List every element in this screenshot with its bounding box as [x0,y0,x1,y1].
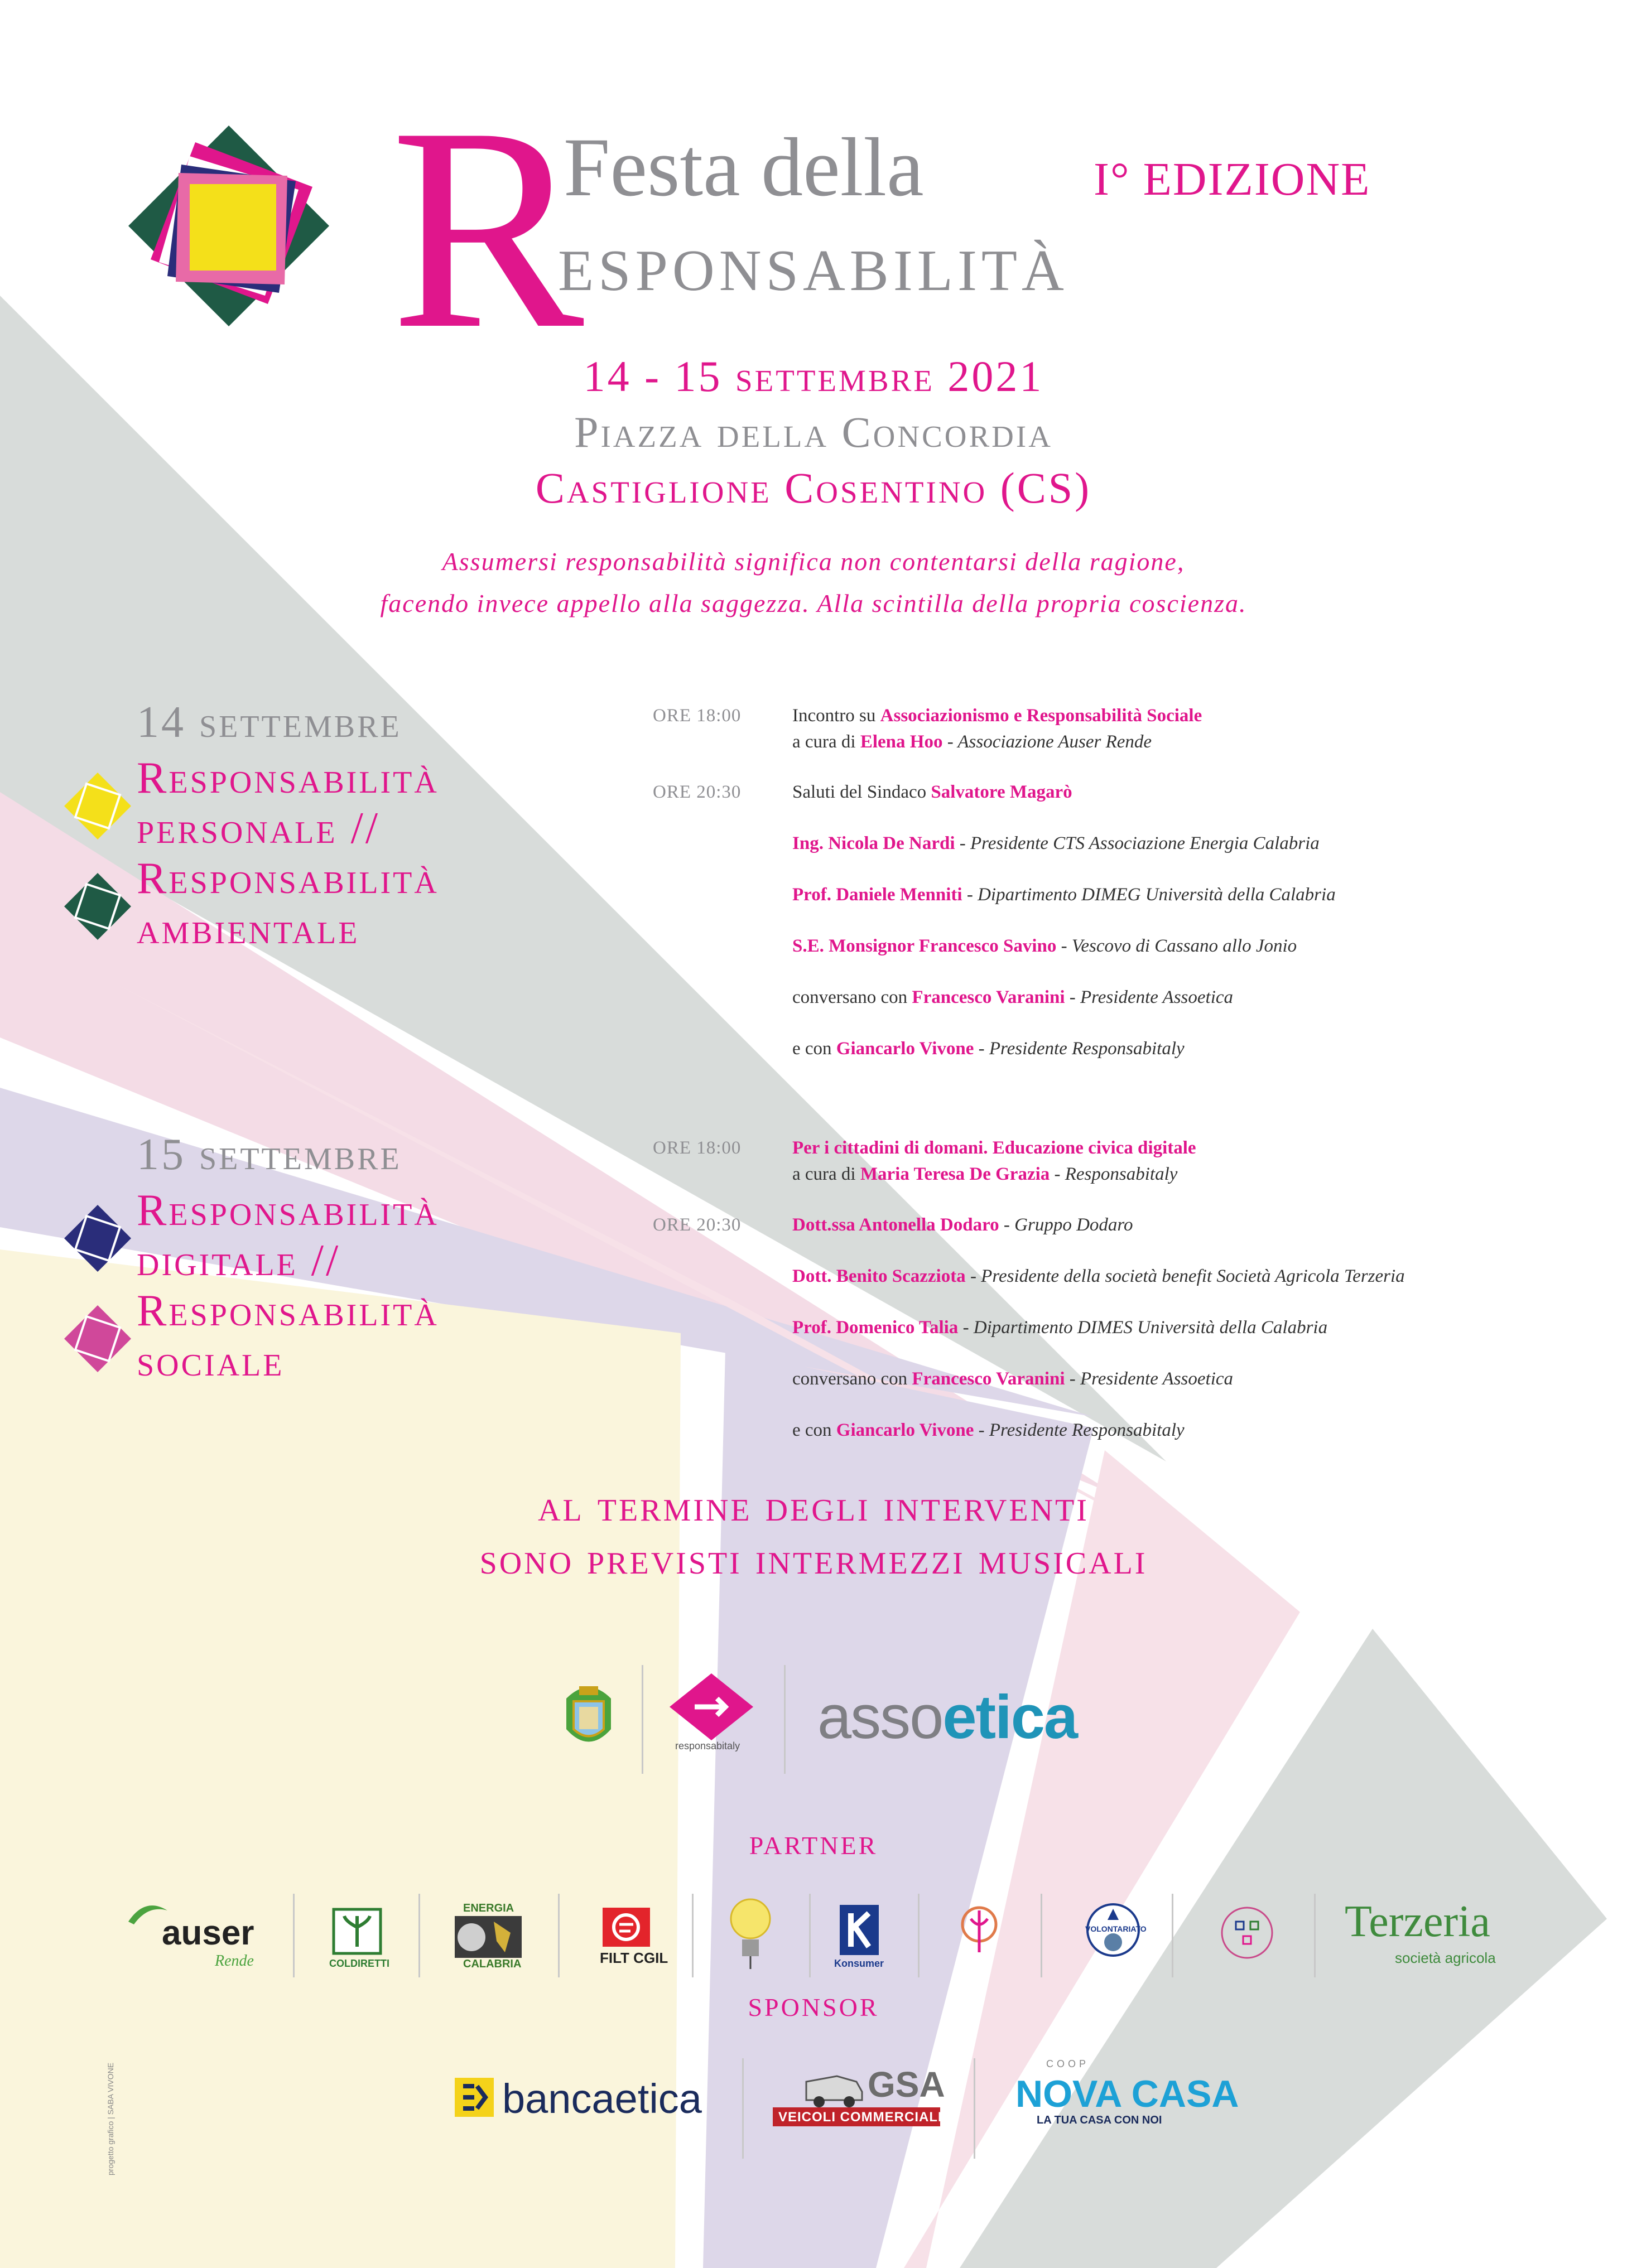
gsa-logo: GSA [868,2064,945,2105]
day2-theme-2: digitale // [137,1236,341,1285]
green-square-icon [64,873,131,940]
partner-divider-5 [809,1894,811,1977]
comune-crest-icon [558,1676,619,1754]
novacasa-logo: NOVA CASA [1015,2073,1239,2115]
responsabitaly-logo-icon [670,1673,753,1740]
konsumer-logo-icon [840,1905,879,1955]
day1-converse-1: conversano con Francesco Varanini - Presidente Assoetica [792,987,1234,1007]
coldiretti-label: COLDIRETTI [329,1958,389,1969]
day1-theme-2: personale // [137,804,381,853]
day2-theme-1: Responsabilità [137,1186,439,1235]
responsabitaly-label: responsabitaly [675,1740,740,1751]
bancaetica-logo: bancaetica [502,2076,702,2122]
day2-date: 15 settembre [137,1130,402,1179]
day2-speaker-3: Prof. Domenico Talia - Dipartimento DIMES Università della Calabria [792,1318,1328,1338]
day1-theme-4: ambientale [137,904,360,953]
day2-time-2: ORE 20:30 [653,1215,742,1235]
day1-event-1: Incontro su Associazionismo e Responsabilità Sociale [792,706,1202,726]
lightbulb-icon [728,1894,773,1972]
van-icon [803,2069,865,2108]
volontariato-label: VOLONTARIATO [1085,1924,1147,1933]
day1-theme-3: Responsabilità [137,854,439,903]
filt-cgil-label: FILT CGIL [600,1949,668,1966]
gsa-subtitle: VEICOLI COMMERCIALI [778,2110,942,2125]
konsumer-label: Konsumer [834,1958,884,1969]
magenta-square-icon [64,1305,131,1372]
day2-event-1: Per i cittadini di domani. Educazione civica digitale [792,1138,1196,1158]
sponsor-divider-2 [974,2058,975,2159]
day1-event-1-by: a cura di Elena Hoo - Associazione Auser Rende [792,732,1152,752]
assoetica-logo: assoetica [817,1683,1077,1751]
day1-greeting: Saluti del Sindaco Salvatore Magarò [792,782,1072,802]
partner-divider-7 [1041,1894,1042,1977]
title-initial: R [391,68,584,389]
terzeria-subtitle: società agricola [1395,1949,1496,1966]
day1-speaker-3: S.E. Monsignor Francesco Savino - Vescovo di Cassano allo Jonio [792,936,1297,956]
edition-label: I° EDIZIONE [1094,153,1371,205]
auser-logo: auser [162,1914,254,1952]
day2-converse-2: e con Giancarlo Vivone - Presidente Responsabitaly [792,1420,1185,1440]
title-line-2: esponsabilità [558,216,1068,308]
day1-theme-1: Responsabilità [137,754,439,803]
day2-event-1-by: a cura di Maria Teresa De Grazia - Responsabitaly [792,1164,1178,1184]
day2-time-1: ORE 18:00 [653,1138,742,1158]
energia-calabria-logo-icon [455,1916,522,1958]
day2-theme-4: sociale [137,1336,285,1386]
partner-divider-6 [918,1894,920,1977]
filt-cgil-logo-icon [603,1908,650,1947]
navy-square-icon [64,1205,131,1272]
nested-squares-logo [128,126,329,326]
auser-location: Rende [215,1952,254,1970]
yellow-square-icon [64,773,131,839]
network-houses-logo-icon [1219,1905,1275,1961]
energia-label-2: CALABRIA [463,1958,522,1970]
coldiretti-logo-icon [332,1908,382,1955]
day2-speaker-1: Dott.ssa Antonella Dodaro - Gruppo Dodaro [792,1215,1133,1235]
day1-speaker-1: Ing. Nicola De Nardi - Presidente CTS Associazione Energia Calabria [792,833,1320,853]
organizer-divider-1 [642,1665,643,1774]
organizer-divider-2 [784,1665,786,1774]
day1-time-1: ORE 18:00 [653,706,742,726]
partner-divider-8 [1172,1894,1173,1977]
partner-divider-2 [418,1894,420,1977]
day1-speaker-2: Prof. Daniele Menniti - Dipartimento DIMEG Università della Calabria [792,885,1336,905]
partner-heading: partner [749,1822,878,1862]
terzeria-logo: Terzeria [1345,1897,1490,1946]
energia-label-1: ENERGIA [463,1902,514,1914]
day2-theme-3: Responsabilità [137,1286,439,1335]
design-credit: progetto grafico | SABA VIVONE [106,2062,115,2175]
health-association-logo-icon [954,1899,1004,1961]
partner-divider-4 [692,1894,694,1977]
title-line-1: Festa della [564,121,924,214]
day1-time-2: ORE 20:30 [653,782,742,802]
coop-label: COOP [1046,2058,1090,2069]
closing-line-2: sono previsti intermezzi musicali [479,1534,1148,1584]
partner-divider-1 [293,1894,295,1977]
quote-line-2: facendo invece appello alla saggezza. Alla scintilla della propria coscienza. [380,589,1247,617]
day2-converse-1: conversano con Francesco Varanini - Presidente Assoetica [792,1369,1234,1389]
closing-line-1: al termine degli interventi [538,1482,1089,1531]
sponsor-divider-1 [742,2058,744,2159]
day2-speaker-2: Dott. Benito Scazziota - Presidente della società benefit Società Agricola Terzeria [792,1266,1405,1286]
event-date: 14 - 15 settembre 2021 [583,352,1044,400]
event-place: Piazza della Concordia [574,408,1053,456]
quote-line-1: Assumersi responsabilità significa non contentarsi della ragione, [442,547,1185,576]
partner-divider-3 [558,1894,560,1977]
sponsor-heading: sponsor [748,1984,879,2024]
novacasa-subtitle: LA TUA CASA CON NOI [1037,2114,1162,2126]
bancaetica-mark-icon [455,2078,494,2117]
day1-converse-2: e con Giancarlo Vivone - Presidente Responsabitaly [792,1039,1185,1059]
partner-divider-9 [1314,1894,1316,1977]
event-town: Castiglione Cosentino (CS) [535,464,1092,512]
day1-date: 14 settembre [137,698,402,747]
